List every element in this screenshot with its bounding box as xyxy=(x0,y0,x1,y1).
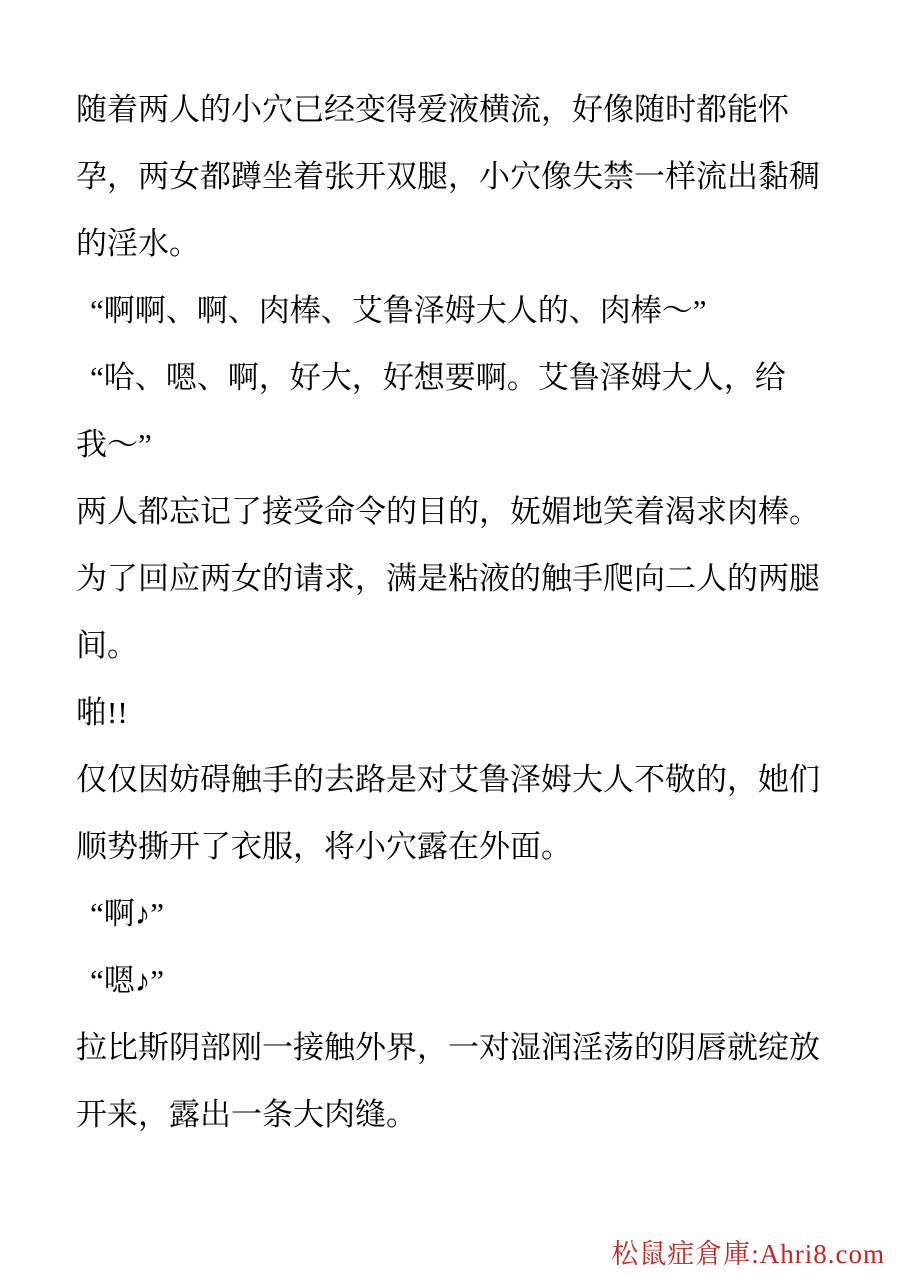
text-block xyxy=(76,76,836,1148)
text-line: 的淫水。 xyxy=(76,226,200,261)
text-line-dialogue: “啊♪” xyxy=(90,896,165,931)
text-line: 随着两人的小穴已经变得爱液横流，好像随时都能怀 xyxy=(76,92,789,127)
text-line: 拉比斯阴部刚一接触外界，一对湿润淫荡的阴唇就绽放 xyxy=(76,1030,820,1065)
text-line: 啪!! xyxy=(76,695,128,730)
text-line: 顺势撕开了衣服，将小穴露在外面。 xyxy=(76,829,572,864)
text-line-dialogue: “啊啊、啊、肉棒、艾鲁泽姆大人的、肉棒～” xyxy=(90,293,707,328)
text-line-dialogue: “哈、嗯、啊，好大，好想要啊。艾鲁泽姆大人，给 xyxy=(90,360,786,395)
text-line: 仅仅因妨碍触手的去路是对艾鲁泽姆大人不敬的，她们 xyxy=(76,762,820,797)
watermark-site-label: 松鼠症倉庫:Ahri8.com xyxy=(611,1239,885,1269)
text-line: 两人都忘记了接受命令的目的，妩媚地笑着渴求肉棒。 xyxy=(76,494,820,529)
text-line: 我～” xyxy=(76,427,152,462)
text-line: 孕，两女都蹲坐着张开双腿，小穴像失禁一样流出黏稠 xyxy=(76,159,820,194)
text-line-dialogue: “嗯♪” xyxy=(90,963,165,998)
text-line: 间。 xyxy=(76,628,138,663)
text-line: 为了回应两女的请求，满是粘液的触手爬向二人的两腿 xyxy=(76,561,820,596)
text-line: 开来，露出一条大肉缝。 xyxy=(76,1097,417,1132)
